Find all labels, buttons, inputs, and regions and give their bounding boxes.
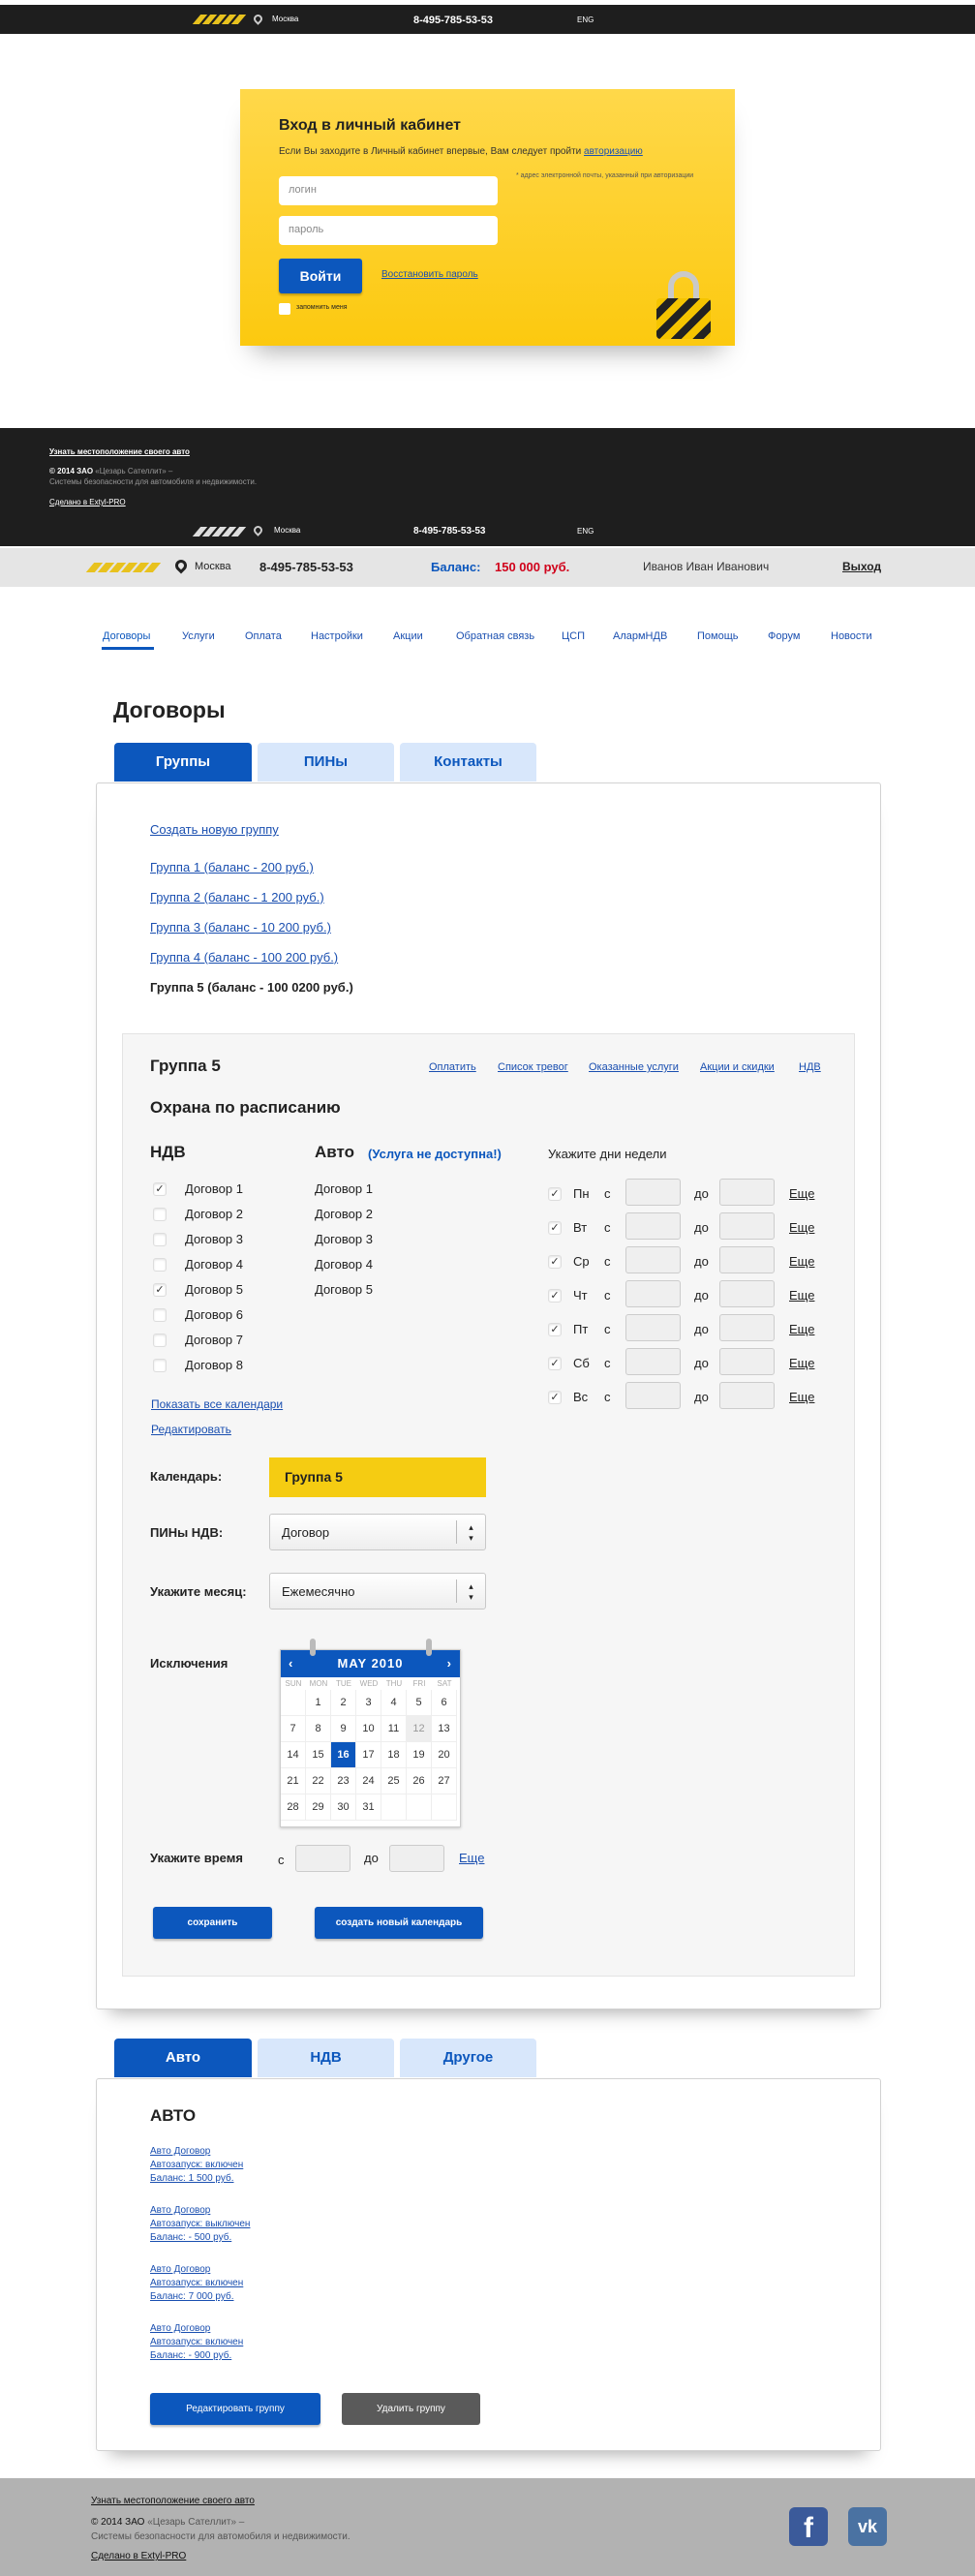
- calendar-weekday: MON: [309, 1679, 328, 1688]
- ndv-title: НДВ: [150, 1143, 186, 1161]
- calendar-day[interactable]: 22: [306, 1768, 331, 1794]
- weekday-label: Вт: [573, 1220, 588, 1235]
- calendar-weekday: TUE: [336, 1679, 351, 1688]
- calendar-day: [381, 1794, 407, 1821]
- logout-link[interactable]: Выход: [842, 560, 882, 573]
- avto-contract-item: [150, 2145, 243, 2186]
- nav-item-contracts[interactable]: Договоры: [103, 630, 151, 642]
- exceptions-calendar: [280, 1649, 461, 1827]
- nav-item-news[interactable]: Новости: [831, 630, 872, 642]
- avto-title: Авто: [315, 1143, 354, 1161]
- to-time-input[interactable]: [719, 1382, 775, 1409]
- calendar-day[interactable]: 30: [331, 1794, 356, 1821]
- nav-item-alarm-ndv[interactable]: АлармНДВ: [613, 630, 668, 642]
- calendar-day[interactable]: 2: [331, 1690, 356, 1716]
- phone-number: 8-495-785-53-53: [413, 15, 493, 26]
- calendar-weekday: SUN: [285, 1679, 302, 1688]
- calendar-day[interactable]: 8: [306, 1716, 331, 1742]
- calendar-day[interactable]: 19: [407, 1742, 432, 1768]
- group-link[interactable]: Группа 3 (баланс - 10 200 руб.): [150, 920, 331, 935]
- page-title: Договоры: [113, 697, 226, 722]
- group-link[interactable]: Группа 1 (баланс - 200 руб.): [150, 860, 314, 874]
- more-link[interactable]: Еще: [789, 1288, 815, 1303]
- locate-car-link[interactable]: Узнать местоположение своего авто: [49, 447, 190, 456]
- from-time-input[interactable]: [625, 1280, 681, 1307]
- avto-unavailable-note: (Услуга не доступна!): [368, 1147, 502, 1161]
- calendar-day[interactable]: 25: [381, 1768, 407, 1794]
- location-pin-icon: [252, 524, 264, 537]
- vk-icon[interactable]: vk: [848, 2507, 887, 2546]
- group-link-active[interactable]: Группа 5 (баланс - 100 0200 руб.): [150, 980, 353, 995]
- to-time-input[interactable]: [719, 1348, 775, 1375]
- language-switch[interactable]: ENG: [577, 527, 594, 536]
- ndv-contract-checkbox[interactable]: ✓: [153, 1283, 167, 1297]
- made-by-link[interactable]: Сделано в Extyl-PRO: [91, 2551, 187, 2561]
- group-link[interactable]: Группа 2 (баланс - 1 200 руб.): [150, 890, 324, 905]
- remember-label: запомнить меня: [296, 304, 348, 311]
- calendar-day[interactable]: 6: [432, 1690, 457, 1716]
- avto-contract-label: Договор 1: [315, 1181, 373, 1196]
- schedule-title: Охрана по расписанию: [150, 1098, 341, 1117]
- ndv-contract-checkbox[interactable]: [153, 1334, 167, 1347]
- logo-stripes-icon: [197, 15, 242, 24]
- calendar-day[interactable]: 13: [432, 1716, 457, 1742]
- avto-contract-label: Договор 5: [315, 1282, 373, 1297]
- to-label: до: [694, 1322, 709, 1336]
- avto-contract-detail[interactable]: Баланс: 1 500 руб.: [150, 2173, 234, 2184]
- avto-contract-item: [150, 2204, 250, 2245]
- account-header: [0, 548, 975, 587]
- more-link[interactable]: Еще: [789, 1390, 815, 1404]
- ndv-contract-label: Договор 7: [185, 1333, 243, 1347]
- ndv-contract-checkbox[interactable]: [153, 1208, 167, 1221]
- calendar-day[interactable]: 29: [306, 1794, 331, 1821]
- copyright-text: © 2014 ЗАО «Цезарь Сателлит» –: [91, 2517, 245, 2528]
- from-time-input[interactable]: [625, 1348, 681, 1375]
- to-time-input[interactable]: [719, 1314, 775, 1341]
- ndv-contract-label: Договор 4: [185, 1257, 243, 1272]
- avto-section-title: АВТО: [150, 2106, 197, 2125]
- create-group-link[interactable]: Создать новую группу: [150, 822, 279, 837]
- calendar-weekday: FRI: [412, 1679, 426, 1688]
- create-calendar-button[interactable]: создать новый календарь: [315, 1907, 483, 1939]
- from-label: с: [604, 1186, 611, 1201]
- avto-contract-label: Договор 3: [315, 1232, 373, 1246]
- calendar-day[interactable]: 9: [331, 1716, 356, 1742]
- ndv-contract-label: Договор 6: [185, 1307, 243, 1322]
- ndv-contract-checkbox[interactable]: [153, 1308, 167, 1322]
- more-time-link[interactable]: Еще: [459, 1851, 485, 1865]
- calendar-day[interactable]: 28: [281, 1794, 306, 1821]
- calendar-day[interactable]: 18: [381, 1742, 407, 1768]
- calendar-day[interactable]: 7: [281, 1716, 306, 1742]
- calendar-day[interactable]: 11: [381, 1716, 407, 1742]
- services-link[interactable]: Оказанные услуги: [589, 1061, 679, 1073]
- ndv-contract-label: Договор 8: [185, 1358, 243, 1372]
- weekday-label: Пн: [573, 1186, 590, 1201]
- top-bar: [0, 5, 975, 34]
- edit-group-button[interactable]: Редактировать группу: [150, 2393, 320, 2425]
- calendar-day[interactable]: 26: [407, 1768, 432, 1794]
- select-arrows-icon: ▴ ▾: [456, 1579, 485, 1603]
- weekday-checkbox[interactable]: ✓: [548, 1187, 562, 1201]
- location-pin-icon: [252, 13, 264, 25]
- to-label: до: [694, 1356, 709, 1370]
- login-button[interactable]: Войти: [279, 259, 362, 293]
- to-label: до: [694, 1390, 709, 1404]
- nav-item-settings[interactable]: Настройки: [311, 630, 363, 642]
- nav-item-promotions[interactable]: Акции: [393, 630, 423, 642]
- pay-link[interactable]: Оплатить: [429, 1061, 476, 1073]
- time-label: Укажите время: [150, 1851, 243, 1865]
- ndv-contract-label: Договор 3: [185, 1232, 243, 1246]
- calendar-day: [432, 1794, 457, 1821]
- avto-contract-detail[interactable]: Баланс: - 500 руб.: [150, 2232, 232, 2243]
- show-calendars-link[interactable]: Показать все календари: [151, 1397, 284, 1411]
- to-label: до: [694, 1288, 709, 1303]
- avto-contract-label: Договор 4: [315, 1257, 373, 1272]
- weekday-checkbox[interactable]: ✓: [548, 1221, 562, 1235]
- calendar-day[interactable]: 5: [407, 1690, 432, 1716]
- select-arrows-icon: ▴ ▾: [456, 1520, 485, 1544]
- calendar-day: [281, 1690, 306, 1716]
- avto-contract-item: [150, 2263, 243, 2304]
- from-label: с: [604, 1390, 611, 1404]
- time-to-label: до: [364, 1851, 379, 1865]
- calendar-day: [407, 1794, 432, 1821]
- weekday-checkbox[interactable]: ✓: [548, 1255, 562, 1269]
- restore-password-link[interactable]: Восстановить пароль: [381, 269, 478, 280]
- calendar-month: MAY 2010: [337, 1656, 404, 1671]
- nav-item-payment[interactable]: Оплата: [245, 630, 282, 642]
- calendar-day[interactable]: 31: [356, 1794, 381, 1821]
- alarm-list-link[interactable]: Список тревог: [498, 1061, 568, 1073]
- tab-groups[interactable]: Группы: [114, 743, 252, 782]
- calendar-grid: [281, 1677, 460, 1821]
- balance-value: 150 000 руб.: [495, 560, 570, 574]
- avto-contract-detail[interactable]: Баланс: 7 000 руб.: [150, 2291, 234, 2302]
- padlock-icon: [656, 271, 711, 339]
- weekday-label: Пт: [573, 1322, 589, 1336]
- logo-stripes-icon[interactable]: [90, 563, 157, 572]
- location-pin-icon: [173, 558, 190, 574]
- to-time-input[interactable]: [719, 1179, 775, 1206]
- nav-item-feedback[interactable]: Обратная связь: [456, 630, 535, 642]
- password-input[interactable]: пароль: [279, 216, 498, 245]
- weekday-checkbox[interactable]: ✓: [548, 1289, 562, 1303]
- days-title: Укажите дни недели: [548, 1147, 667, 1161]
- from-time-input[interactable]: [625, 1212, 681, 1240]
- calendar-day[interactable]: 21: [281, 1768, 306, 1794]
- user-name[interactable]: Иванов Иван Иванович: [643, 560, 770, 573]
- prev-month-icon[interactable]: ‹: [289, 1656, 294, 1671]
- login-card: [240, 89, 735, 346]
- avto-contract-item: [150, 2322, 243, 2363]
- from-label: с: [604, 1356, 611, 1370]
- calendar-ring-icon: [310, 1639, 316, 1656]
- weekday-label: Сб: [573, 1356, 590, 1370]
- avto-contract-link[interactable]: Авто Договор: [150, 2205, 211, 2216]
- nav-item-forum[interactable]: Форум: [768, 630, 801, 642]
- from-label: с: [604, 1220, 611, 1235]
- more-link[interactable]: Еще: [789, 1254, 815, 1269]
- avto-contract-detail[interactable]: Автозапуск: включен: [150, 2160, 244, 2170]
- remember-checkbox[interactable]: [279, 303, 290, 315]
- from-time-input[interactable]: [625, 1382, 681, 1409]
- city-label[interactable]: Москва: [195, 561, 231, 572]
- tab-ndv[interactable]: НДВ: [258, 2039, 394, 2077]
- calendar-day[interactable]: 14: [281, 1742, 306, 1768]
- weekday-checkbox[interactable]: ✓: [548, 1391, 562, 1404]
- month-label: Укажите месяц:: [150, 1584, 247, 1599]
- tab-avto[interactable]: Авто: [114, 2039, 252, 2077]
- to-time-input[interactable]: [719, 1212, 775, 1240]
- avto-contract-link[interactable]: Авто Договор: [150, 2323, 211, 2334]
- page-footer: [0, 2478, 975, 2576]
- weekday-checkbox[interactable]: ✓: [548, 1357, 562, 1370]
- calendar-day[interactable]: 15: [306, 1742, 331, 1768]
- from-time-input[interactable]: [625, 1314, 681, 1341]
- more-link[interactable]: Еще: [789, 1220, 815, 1235]
- tab-other[interactable]: Другое: [400, 2039, 536, 2077]
- nav-item-help[interactable]: Помощь: [697, 630, 739, 642]
- avto-contract-detail[interactable]: Автозапуск: включен: [150, 2337, 244, 2347]
- discounts-link[interactable]: Акции и скидки: [700, 1061, 775, 1073]
- avto-contract-label: Договор 2: [315, 1207, 373, 1221]
- from-label: с: [604, 1254, 611, 1269]
- calendar-day[interactable]: 3: [356, 1690, 381, 1716]
- to-label: до: [694, 1220, 709, 1235]
- ndv-contract-label: Договор 1: [185, 1181, 243, 1196]
- calendar-day[interactable]: 17: [356, 1742, 381, 1768]
- ndv-contract-checkbox[interactable]: ✓: [153, 1182, 167, 1196]
- city-label[interactable]: Москва: [274, 526, 301, 535]
- calendar-name-field[interactable]: Группа 5: [269, 1457, 486, 1497]
- exceptions-label: Исключения: [150, 1656, 229, 1671]
- weekday-checkbox[interactable]: ✓: [548, 1323, 562, 1336]
- calendar-day[interactable]: 23: [331, 1768, 356, 1794]
- calendar-weekday: SAT: [437, 1679, 452, 1688]
- from-time-input[interactable]: [625, 1179, 681, 1206]
- month-select[interactable]: Ежемесячно ▴ ▾: [269, 1573, 486, 1610]
- ndv-contract-label: Договор 5: [185, 1282, 243, 1297]
- from-label: с: [604, 1322, 611, 1336]
- time-from-input[interactable]: [295, 1845, 350, 1872]
- calendar-day[interactable]: 4: [381, 1690, 407, 1716]
- made-by-link[interactable]: Сделано в Extyl-PRO: [49, 498, 126, 506]
- time-from-label: с: [278, 1853, 285, 1867]
- calendar-day[interactable]: 1: [306, 1690, 331, 1716]
- pins-select[interactable]: Договор ▴ ▾: [269, 1514, 486, 1550]
- more-link[interactable]: Еще: [789, 1186, 815, 1201]
- more-link[interactable]: Еще: [789, 1322, 815, 1336]
- login-title: Вход в личный кабинет: [279, 117, 461, 134]
- pins-label: ПИНы НДВ:: [150, 1525, 224, 1540]
- copyright-text: © 2014 ЗАО «Цезарь Сателлит» –: [49, 467, 173, 475]
- group-link[interactable]: Группа 4 (баланс - 100 200 руб.): [150, 950, 339, 965]
- to-label: до: [694, 1186, 709, 1201]
- nav-active-indicator: [102, 647, 154, 650]
- ndv-contract-checkbox[interactable]: [153, 1233, 167, 1246]
- ndv-contract-checkbox[interactable]: [153, 1258, 167, 1272]
- phone-number: 8-495-785-53-53: [259, 560, 353, 574]
- more-link[interactable]: Еще: [789, 1356, 815, 1370]
- group-title: Группа 5: [150, 1057, 221, 1075]
- tab-contacts[interactable]: Контакты: [400, 743, 536, 782]
- weekday-label: Вс: [573, 1390, 589, 1404]
- ndv-contract-checkbox[interactable]: [153, 1359, 167, 1372]
- calendar-day[interactable]: 16: [331, 1742, 356, 1768]
- tagline-text: Системы безопасности для автомобиля и недвижимости.: [91, 2531, 350, 2542]
- from-time-input[interactable]: [625, 1246, 681, 1273]
- city-label[interactable]: Москва: [272, 15, 299, 23]
- tagline-text: Системы безопасности для автомобиля и недвижимости.: [49, 477, 258, 486]
- calendar-day[interactable]: 10: [356, 1716, 381, 1742]
- avto-contract-link[interactable]: Авто Договор: [150, 2146, 211, 2157]
- calendar-weekday: WED: [359, 1679, 379, 1688]
- login-intro: Если Вы заходите в Личный кабинет впервые, Вам следует пройти авторизацию: [279, 146, 643, 157]
- from-label: с: [604, 1288, 611, 1303]
- save-button[interactable]: сохранить: [153, 1907, 272, 1939]
- calendar-day[interactable]: 24: [356, 1768, 381, 1794]
- tab-pins[interactable]: ПИНы: [258, 743, 394, 782]
- to-time-input[interactable]: [719, 1280, 775, 1307]
- avto-contract-detail[interactable]: Автозапуск: включен: [150, 2278, 244, 2288]
- delete-group-button[interactable]: Удалить группу: [342, 2393, 480, 2425]
- calendar-ring-icon: [426, 1639, 432, 1656]
- calendar-label: Календарь:: [150, 1469, 223, 1484]
- calendar-day[interactable]: 27: [432, 1768, 457, 1794]
- avto-contract-link[interactable]: Авто Договор: [150, 2264, 211, 2275]
- group-detail-panel: [122, 1033, 855, 1977]
- ndv-contract-label: Договор 2: [185, 1207, 243, 1221]
- language-switch[interactable]: ENG: [577, 15, 594, 24]
- avto-contract-detail[interactable]: Баланс: - 900 руб.: [150, 2350, 232, 2361]
- calendar-weekday: THU: [385, 1679, 403, 1688]
- login-input[interactable]: логин: [279, 176, 498, 205]
- avto-contract-detail[interactable]: Автозапуск: выключен: [150, 2219, 251, 2229]
- login-note: * адрес электронной почты, указанный при авторизации: [516, 172, 694, 179]
- locate-car-link[interactable]: Узнать местоположение своего авто: [91, 2496, 255, 2506]
- nav-item-csp[interactable]: ЦСП: [562, 630, 585, 642]
- login-footer: [0, 428, 975, 546]
- facebook-icon[interactable]: f: [789, 2507, 828, 2546]
- weekday-label: Чт: [573, 1288, 588, 1303]
- ndv-link[interactable]: НДВ: [799, 1061, 821, 1073]
- logo-stripes-icon: [197, 527, 242, 537]
- phone-number: 8-495-785-53-53: [413, 526, 486, 537]
- authorization-link[interactable]: авторизацию: [584, 146, 643, 157]
- calendar-day[interactable]: 20: [432, 1742, 457, 1768]
- calendar-day[interactable]: 12: [407, 1716, 432, 1742]
- time-to-input[interactable]: [389, 1845, 444, 1872]
- calendar-header: [281, 1650, 460, 1677]
- next-month-icon[interactable]: ›: [446, 1656, 452, 1671]
- to-time-input[interactable]: [719, 1246, 775, 1273]
- edit-link[interactable]: Редактировать: [151, 1423, 231, 1436]
- nav-item-services[interactable]: Услуги: [182, 630, 215, 642]
- to-label: до: [694, 1254, 709, 1269]
- weekday-label: Ср: [573, 1254, 590, 1269]
- balance-label: Баланс:: [431, 560, 481, 574]
